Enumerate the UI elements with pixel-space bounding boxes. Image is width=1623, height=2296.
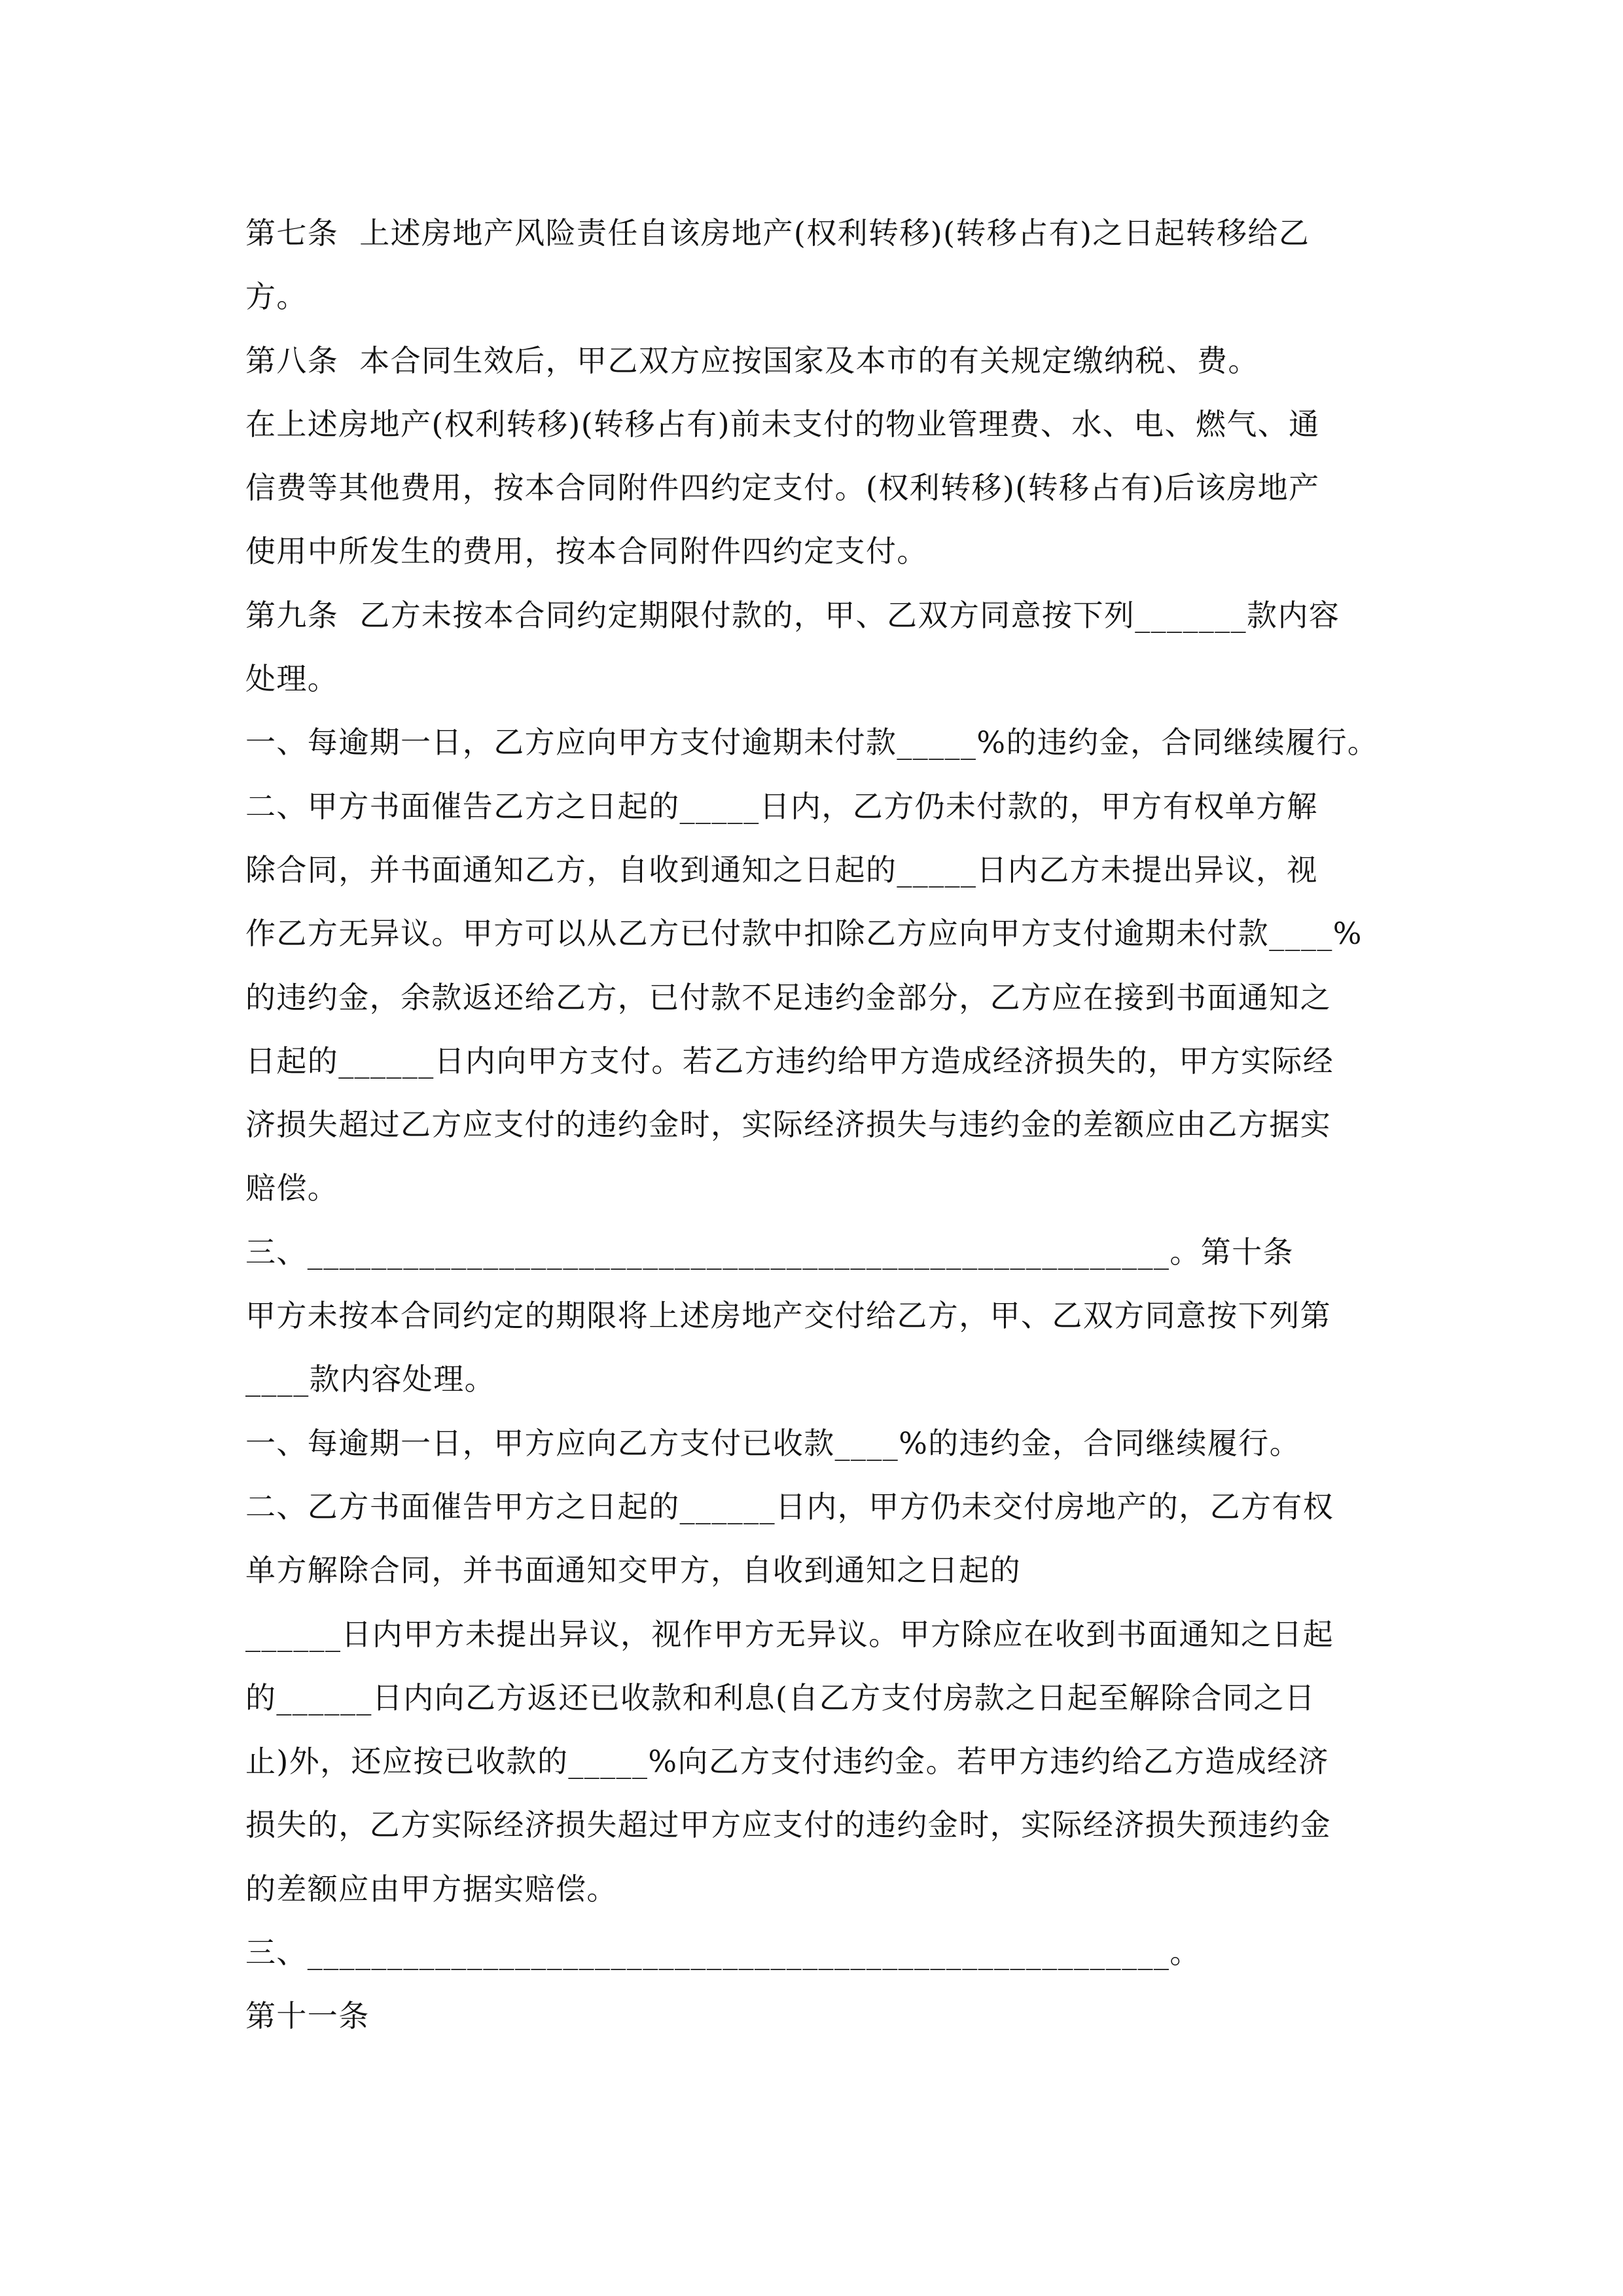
clause-9-item-2-line-3: 作乙方无异议。甲方可以从乙方已付款中扣除乙方应向甲方支付逾期未付款____%	[245, 916, 1363, 952]
clause-11-heading: 第十一条	[245, 1998, 370, 2034]
clause-9-item-2-line-5: 日起的______日内向甲方支付。若乙方违约给甲方造成经济损失的，甲方实际经	[245, 1043, 1334, 1079]
clause-8-line-2: 在上述房地产(权利转移)(转移占有)前未支付的物业管理费、水、电、燃气、通	[245, 406, 1320, 442]
clause-8-line-4: 使用中所发生的费用，按本合同附件四约定支付。	[245, 533, 928, 569]
clause-9-item-1: 一、每逾期一日，乙方应向甲方支付逾期未付款_____%的违约金，合同继续履行。	[245, 725, 1379, 761]
clause-7-line-1: 第七条 上述房地产风险责任自该房地产(权利转移)(转移占有)之日起转移给乙	[245, 215, 1310, 251]
clause-10-item-2-line-1: 二、乙方书面催告甲方之日起的______日内，甲方仍未交付房地产的，乙方有权	[245, 1488, 1334, 1524]
clause-9-line-1: 第九条 乙方未按本合同约定期限付款的，甲、乙双方同意按下列_______款内容	[245, 597, 1340, 633]
clause-7-line-2: 方。	[245, 279, 308, 315]
clause-10-item-3: 三、______________________________________________________。	[245, 1935, 1201, 1971]
contract-body	[245, 202, 1384, 2049]
clause-10-item-2-line-5: 止)外，还应按已收款的_____%向乙方支付违约金。若甲方违约给乙方造成经济	[245, 1744, 1329, 1780]
clause-10-item-2-line-3: ______日内甲方未提出异议，视作甲方无异议。甲方除应在收到书面通知之日起	[245, 1616, 1334, 1652]
clause-10-item-2-line-4: 的______日内向乙方返还已收款和利息(自乙方支付房款之日起至解除合同之日	[245, 1679, 1316, 1715]
clause-10-item-2-line-7: 的差额应由甲方据实赔偿。	[245, 1871, 618, 1907]
clause-9-item-2-line-6: 济损失超过乙方应支付的违约金时，实际经济损失与违约金的差额应由乙方据实	[245, 1107, 1331, 1143]
clause-9-item-2-line-4: 的违约金，余款返还给乙方，已付款不足违约金部分，乙方应在接到书面通知之	[245, 979, 1331, 1015]
clause-10-line-2: ____款内容处理。	[245, 1361, 495, 1397]
clause-8-line-1: 第八条 本合同生效后，甲乙双方应按国家及本市的有关规定缴纳税、费。	[245, 342, 1259, 378]
clause-10-line-1: 甲方未按本合同约定的期限将上述房地产交付给乙方，甲、乙双方同意按下列第	[245, 1298, 1331, 1334]
clause-9-item-2-line-1: 二、甲方书面催告乙方之日起的_____日内，乙方仍未付款的，甲方有权单方解	[245, 788, 1318, 824]
clause-9-item-2-line-2: 除合同，并书面通知乙方，自收到通知之日起的_____日内乙方未提出异议，视	[245, 852, 1318, 888]
clause-10-item-2-line-6: 损失的，乙方实际经济损失超过甲方应支付的违约金时，实际经济损失预违约金	[245, 1807, 1331, 1843]
clause-9-line-2: 处理。	[245, 661, 339, 697]
clause-9-item-2-line-7: 赔偿。	[245, 1170, 339, 1206]
clause-10-item-1: 一、每逾期一日，甲方应向乙方支付已收款____%的违约金，合同继续履行。	[245, 1425, 1301, 1461]
clause-8-line-3: 信费等其他费用，按本合同附件四约定支付。(权利转移)(转移占有)后该房地产	[245, 470, 1320, 506]
clause-10-item-2-line-2: 单方解除合同，并书面通知交甲方，自收到通知之日起的	[245, 1552, 1021, 1588]
clause-9-item-3: 三、______________________________________________________。第十条	[245, 1234, 1294, 1270]
